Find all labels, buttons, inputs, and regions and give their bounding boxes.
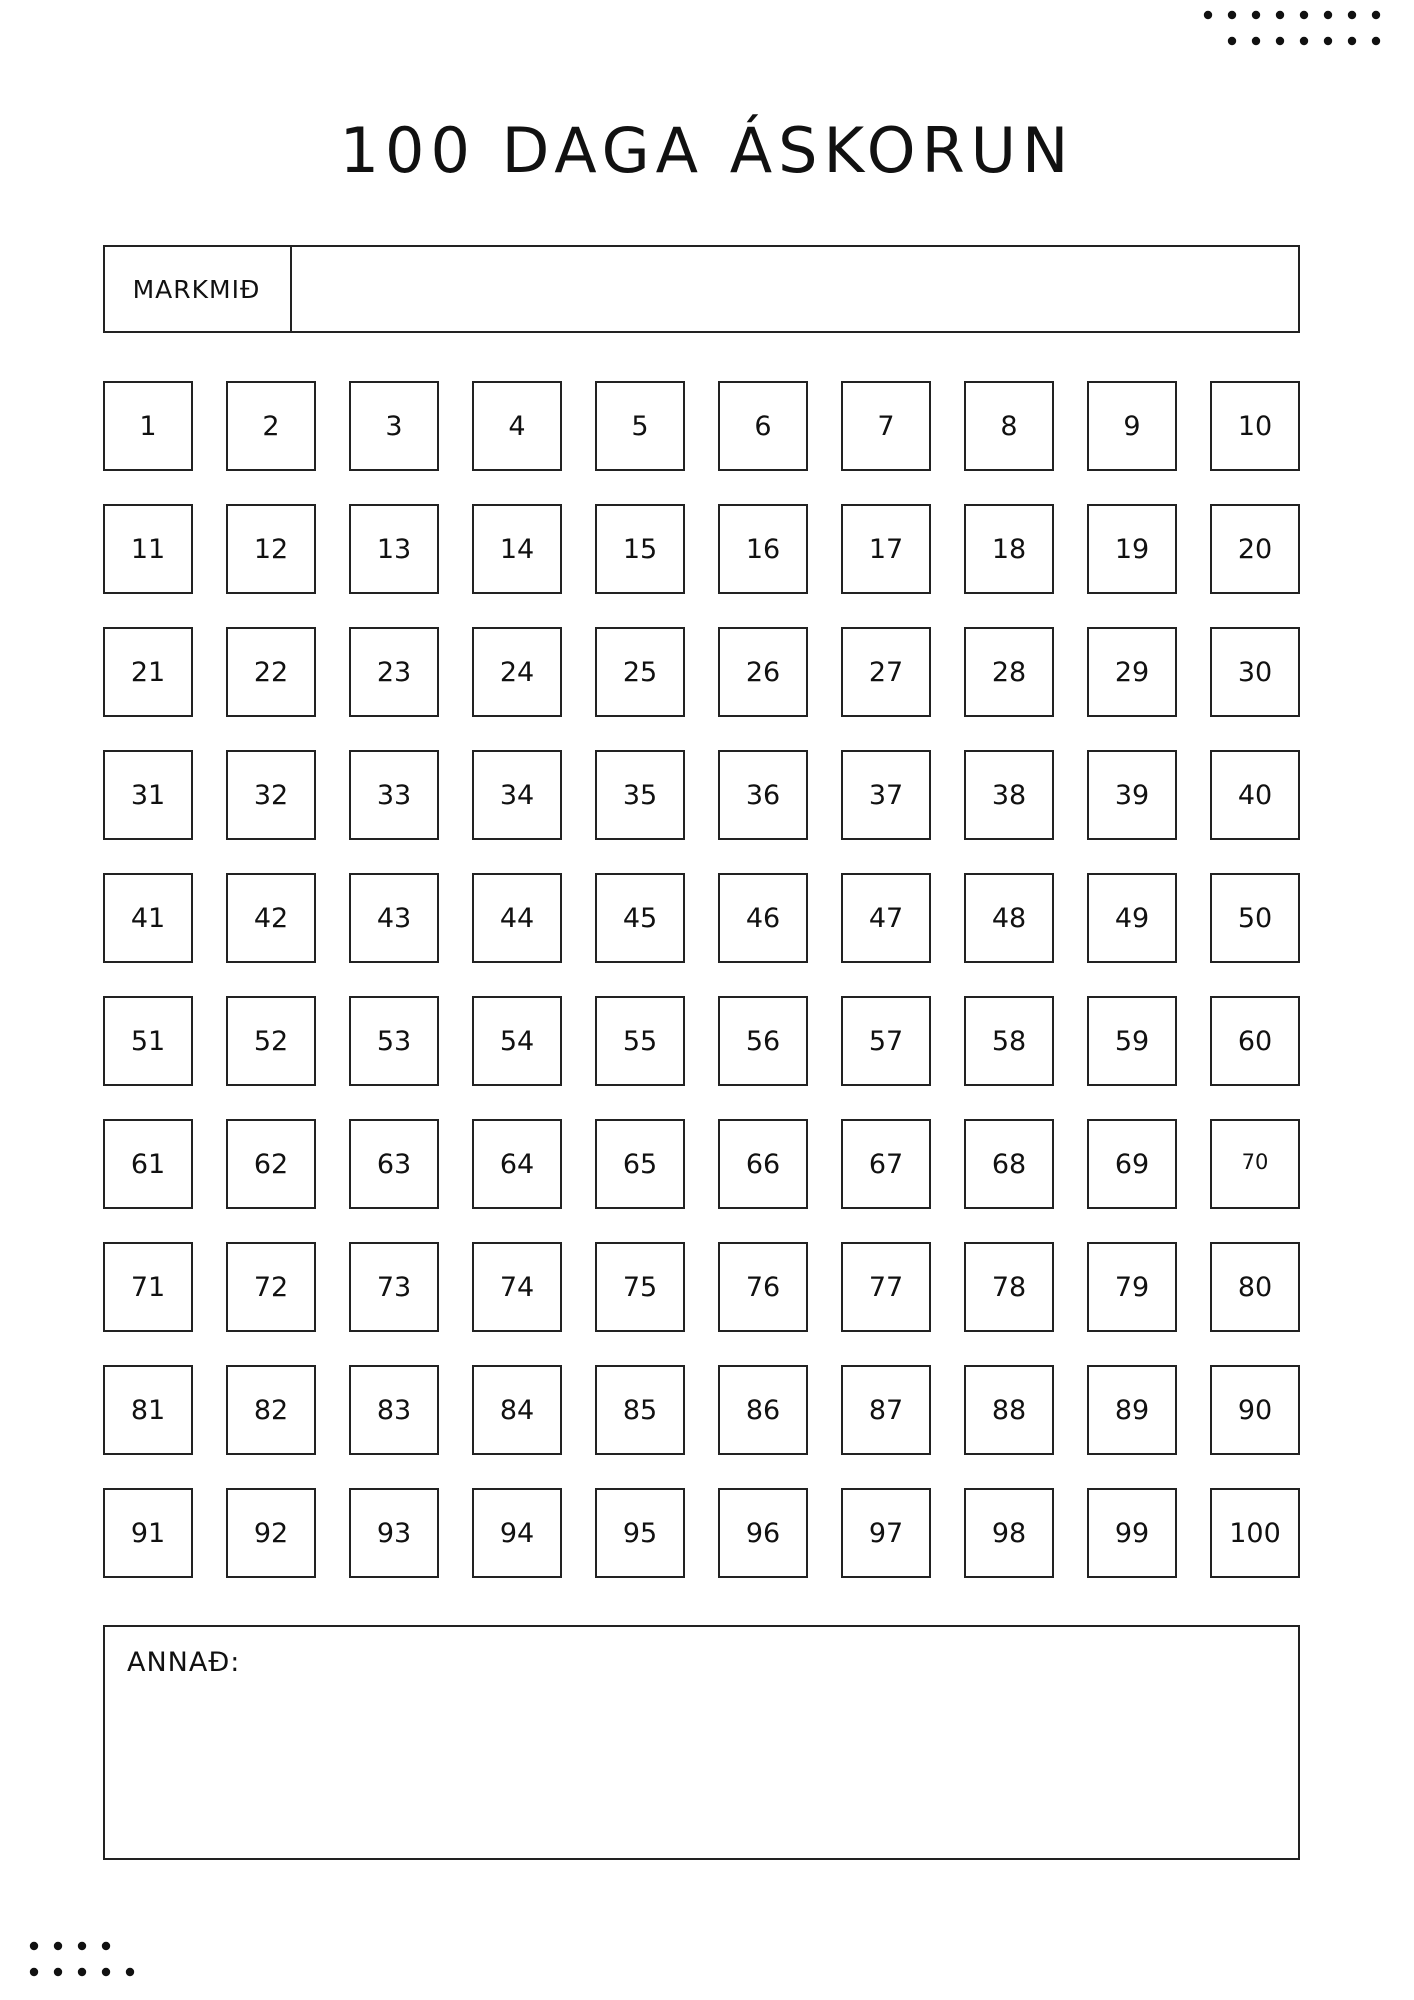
- day-cell[interactable]: 67: [841, 1119, 931, 1209]
- day-cell[interactable]: 98: [964, 1488, 1054, 1578]
- notes-label: ANNAÐ:: [127, 1647, 241, 1678]
- decorative-dot: [1252, 11, 1260, 19]
- day-cell[interactable]: 27: [841, 627, 931, 717]
- day-cell[interactable]: 77: [841, 1242, 931, 1332]
- goal-input[interactable]: [292, 247, 1298, 331]
- day-cell[interactable]: 22: [226, 627, 316, 717]
- day-cell[interactable]: 44: [472, 873, 562, 963]
- decorative-dot: [1324, 37, 1332, 45]
- day-cell[interactable]: 100: [1210, 1488, 1300, 1578]
- day-cell[interactable]: 94: [472, 1488, 562, 1578]
- day-cell[interactable]: 63: [349, 1119, 439, 1209]
- day-cell[interactable]: 75: [595, 1242, 685, 1332]
- day-cell[interactable]: 93: [349, 1488, 439, 1578]
- day-cell[interactable]: 90: [1210, 1365, 1300, 1455]
- day-cell[interactable]: 96: [718, 1488, 808, 1578]
- day-cell[interactable]: 62: [226, 1119, 316, 1209]
- day-cell[interactable]: 40: [1210, 750, 1300, 840]
- day-cell[interactable]: 65: [595, 1119, 685, 1209]
- day-cell[interactable]: 18: [964, 504, 1054, 594]
- day-cell[interactable]: 71: [103, 1242, 193, 1332]
- day-cell[interactable]: 91: [103, 1488, 193, 1578]
- decorative-dot: [1252, 37, 1260, 45]
- decorative-dot: [1276, 37, 1284, 45]
- decorative-dot: [78, 1968, 86, 1976]
- day-cell[interactable]: 89: [1087, 1365, 1177, 1455]
- day-cell[interactable]: 16: [718, 504, 808, 594]
- decorative-dots-top: [1202, 9, 1382, 55]
- day-cell[interactable]: 17: [841, 504, 931, 594]
- day-cell[interactable]: 68: [964, 1119, 1054, 1209]
- day-cell[interactable]: 83: [349, 1365, 439, 1455]
- day-cell[interactable]: 74: [472, 1242, 562, 1332]
- decorative-dot: [1300, 37, 1308, 45]
- day-cell[interactable]: 25: [595, 627, 685, 717]
- day-cell[interactable]: 3: [349, 381, 439, 471]
- day-cell[interactable]: 84: [472, 1365, 562, 1455]
- day-cell[interactable]: 30: [1210, 627, 1300, 717]
- day-cell[interactable]: 6: [718, 381, 808, 471]
- day-cell[interactable]: 61: [103, 1119, 193, 1209]
- decorative-dot: [1300, 11, 1308, 19]
- day-cell[interactable]: 99: [1087, 1488, 1177, 1578]
- day-cell[interactable]: 35: [595, 750, 685, 840]
- decorative-dot: [78, 1942, 86, 1950]
- day-cell[interactable]: 47: [841, 873, 931, 963]
- decorative-dot: [1348, 37, 1356, 45]
- day-cell[interactable]: 13: [349, 504, 439, 594]
- decorative-dot: [1372, 37, 1380, 45]
- day-cell[interactable]: 58: [964, 996, 1054, 1086]
- day-cell[interactable]: 69: [1087, 1119, 1177, 1209]
- day-cell[interactable]: 34: [472, 750, 562, 840]
- decorative-dot: [1228, 11, 1236, 19]
- day-cell[interactable]: 64: [472, 1119, 562, 1209]
- notes-box: [103, 1625, 1300, 1860]
- day-cell[interactable]: 45: [595, 873, 685, 963]
- day-cell[interactable]: 78: [964, 1242, 1054, 1332]
- day-cell[interactable]: 14: [472, 504, 562, 594]
- day-cell[interactable]: 39: [1087, 750, 1177, 840]
- day-cell[interactable]: 31: [103, 750, 193, 840]
- decorative-dot: [1348, 11, 1356, 19]
- day-cell[interactable]: 85: [595, 1365, 685, 1455]
- day-cell[interactable]: 38: [964, 750, 1054, 840]
- day-cell[interactable]: 97: [841, 1488, 931, 1578]
- day-cell[interactable]: 66: [718, 1119, 808, 1209]
- day-cell[interactable]: 28: [964, 627, 1054, 717]
- day-cell[interactable]: 50: [1210, 873, 1300, 963]
- day-cell[interactable]: 70: [1210, 1119, 1300, 1209]
- decorative-dot: [54, 1942, 62, 1950]
- day-cell[interactable]: 81: [103, 1365, 193, 1455]
- day-cell[interactable]: 76: [718, 1242, 808, 1332]
- day-cell[interactable]: 11: [103, 504, 193, 594]
- day-cell[interactable]: 33: [349, 750, 439, 840]
- day-cell[interactable]: 43: [349, 873, 439, 963]
- day-cell[interactable]: 29: [1087, 627, 1177, 717]
- day-cell[interactable]: 12: [226, 504, 316, 594]
- day-cell[interactable]: 46: [718, 873, 808, 963]
- day-cell[interactable]: 23: [349, 627, 439, 717]
- day-cell[interactable]: 73: [349, 1242, 439, 1332]
- day-cell[interactable]: 52: [226, 996, 316, 1086]
- day-cell[interactable]: 54: [472, 996, 562, 1086]
- day-cell[interactable]: 53: [349, 996, 439, 1086]
- day-cell[interactable]: 24: [472, 627, 562, 717]
- day-cell[interactable]: 55: [595, 996, 685, 1086]
- decorative-dot: [1276, 11, 1284, 19]
- decorative-dot: [30, 1942, 38, 1950]
- day-cell[interactable]: 92: [226, 1488, 316, 1578]
- day-cell[interactable]: 59: [1087, 996, 1177, 1086]
- day-cell[interactable]: 2: [226, 381, 316, 471]
- day-cell[interactable]: 57: [841, 996, 931, 1086]
- day-cell[interactable]: 26: [718, 627, 808, 717]
- decorative-dot: [102, 1942, 110, 1950]
- day-cell[interactable]: 87: [841, 1365, 931, 1455]
- day-cell[interactable]: 79: [1087, 1242, 1177, 1332]
- day-cell[interactable]: 8: [964, 381, 1054, 471]
- day-cell[interactable]: 19: [1087, 504, 1177, 594]
- day-cell[interactable]: 72: [226, 1242, 316, 1332]
- notes-textarea[interactable]: [125, 1691, 1279, 1845]
- decorative-dot: [30, 1968, 38, 1976]
- day-cell[interactable]: 7: [841, 381, 931, 471]
- day-cell[interactable]: 42: [226, 873, 316, 963]
- day-cell[interactable]: 82: [226, 1365, 316, 1455]
- day-grid: [103, 381, 1300, 1578]
- day-cell[interactable]: 20: [1210, 504, 1300, 594]
- decorative-dots-bottom: [28, 1940, 138, 1986]
- day-cell[interactable]: 49: [1087, 873, 1177, 963]
- day-cell[interactable]: 10: [1210, 381, 1300, 471]
- decorative-dot: [1228, 37, 1236, 45]
- day-cell[interactable]: 48: [964, 873, 1054, 963]
- day-cell[interactable]: 32: [226, 750, 316, 840]
- decorative-dot: [1204, 11, 1212, 19]
- day-cell[interactable]: 37: [841, 750, 931, 840]
- day-cell[interactable]: 4: [472, 381, 562, 471]
- page-title: 100 DAGA ÁSKORUN: [339, 114, 1075, 187]
- goal-box: [103, 245, 1300, 333]
- day-cell[interactable]: 15: [595, 504, 685, 594]
- day-cell[interactable]: 88: [964, 1365, 1054, 1455]
- day-cell[interactable]: 51: [103, 996, 193, 1086]
- day-cell[interactable]: 9: [1087, 381, 1177, 471]
- day-cell[interactable]: 36: [718, 750, 808, 840]
- day-cell[interactable]: 95: [595, 1488, 685, 1578]
- decorative-dot: [54, 1968, 62, 1976]
- day-cell[interactable]: 41: [103, 873, 193, 963]
- decorative-dot: [102, 1968, 110, 1976]
- day-cell[interactable]: 1: [103, 381, 193, 471]
- goal-label: MARKMIÐ: [105, 247, 292, 331]
- day-cell[interactable]: 86: [718, 1365, 808, 1455]
- decorative-dot: [126, 1968, 134, 1976]
- day-cell[interactable]: 80: [1210, 1242, 1300, 1332]
- day-cell[interactable]: 21: [103, 627, 193, 717]
- day-cell[interactable]: 56: [718, 996, 808, 1086]
- day-cell[interactable]: 5: [595, 381, 685, 471]
- decorative-dot: [1324, 11, 1332, 19]
- decorative-dot: [1372, 11, 1380, 19]
- day-cell[interactable]: 60: [1210, 996, 1300, 1086]
